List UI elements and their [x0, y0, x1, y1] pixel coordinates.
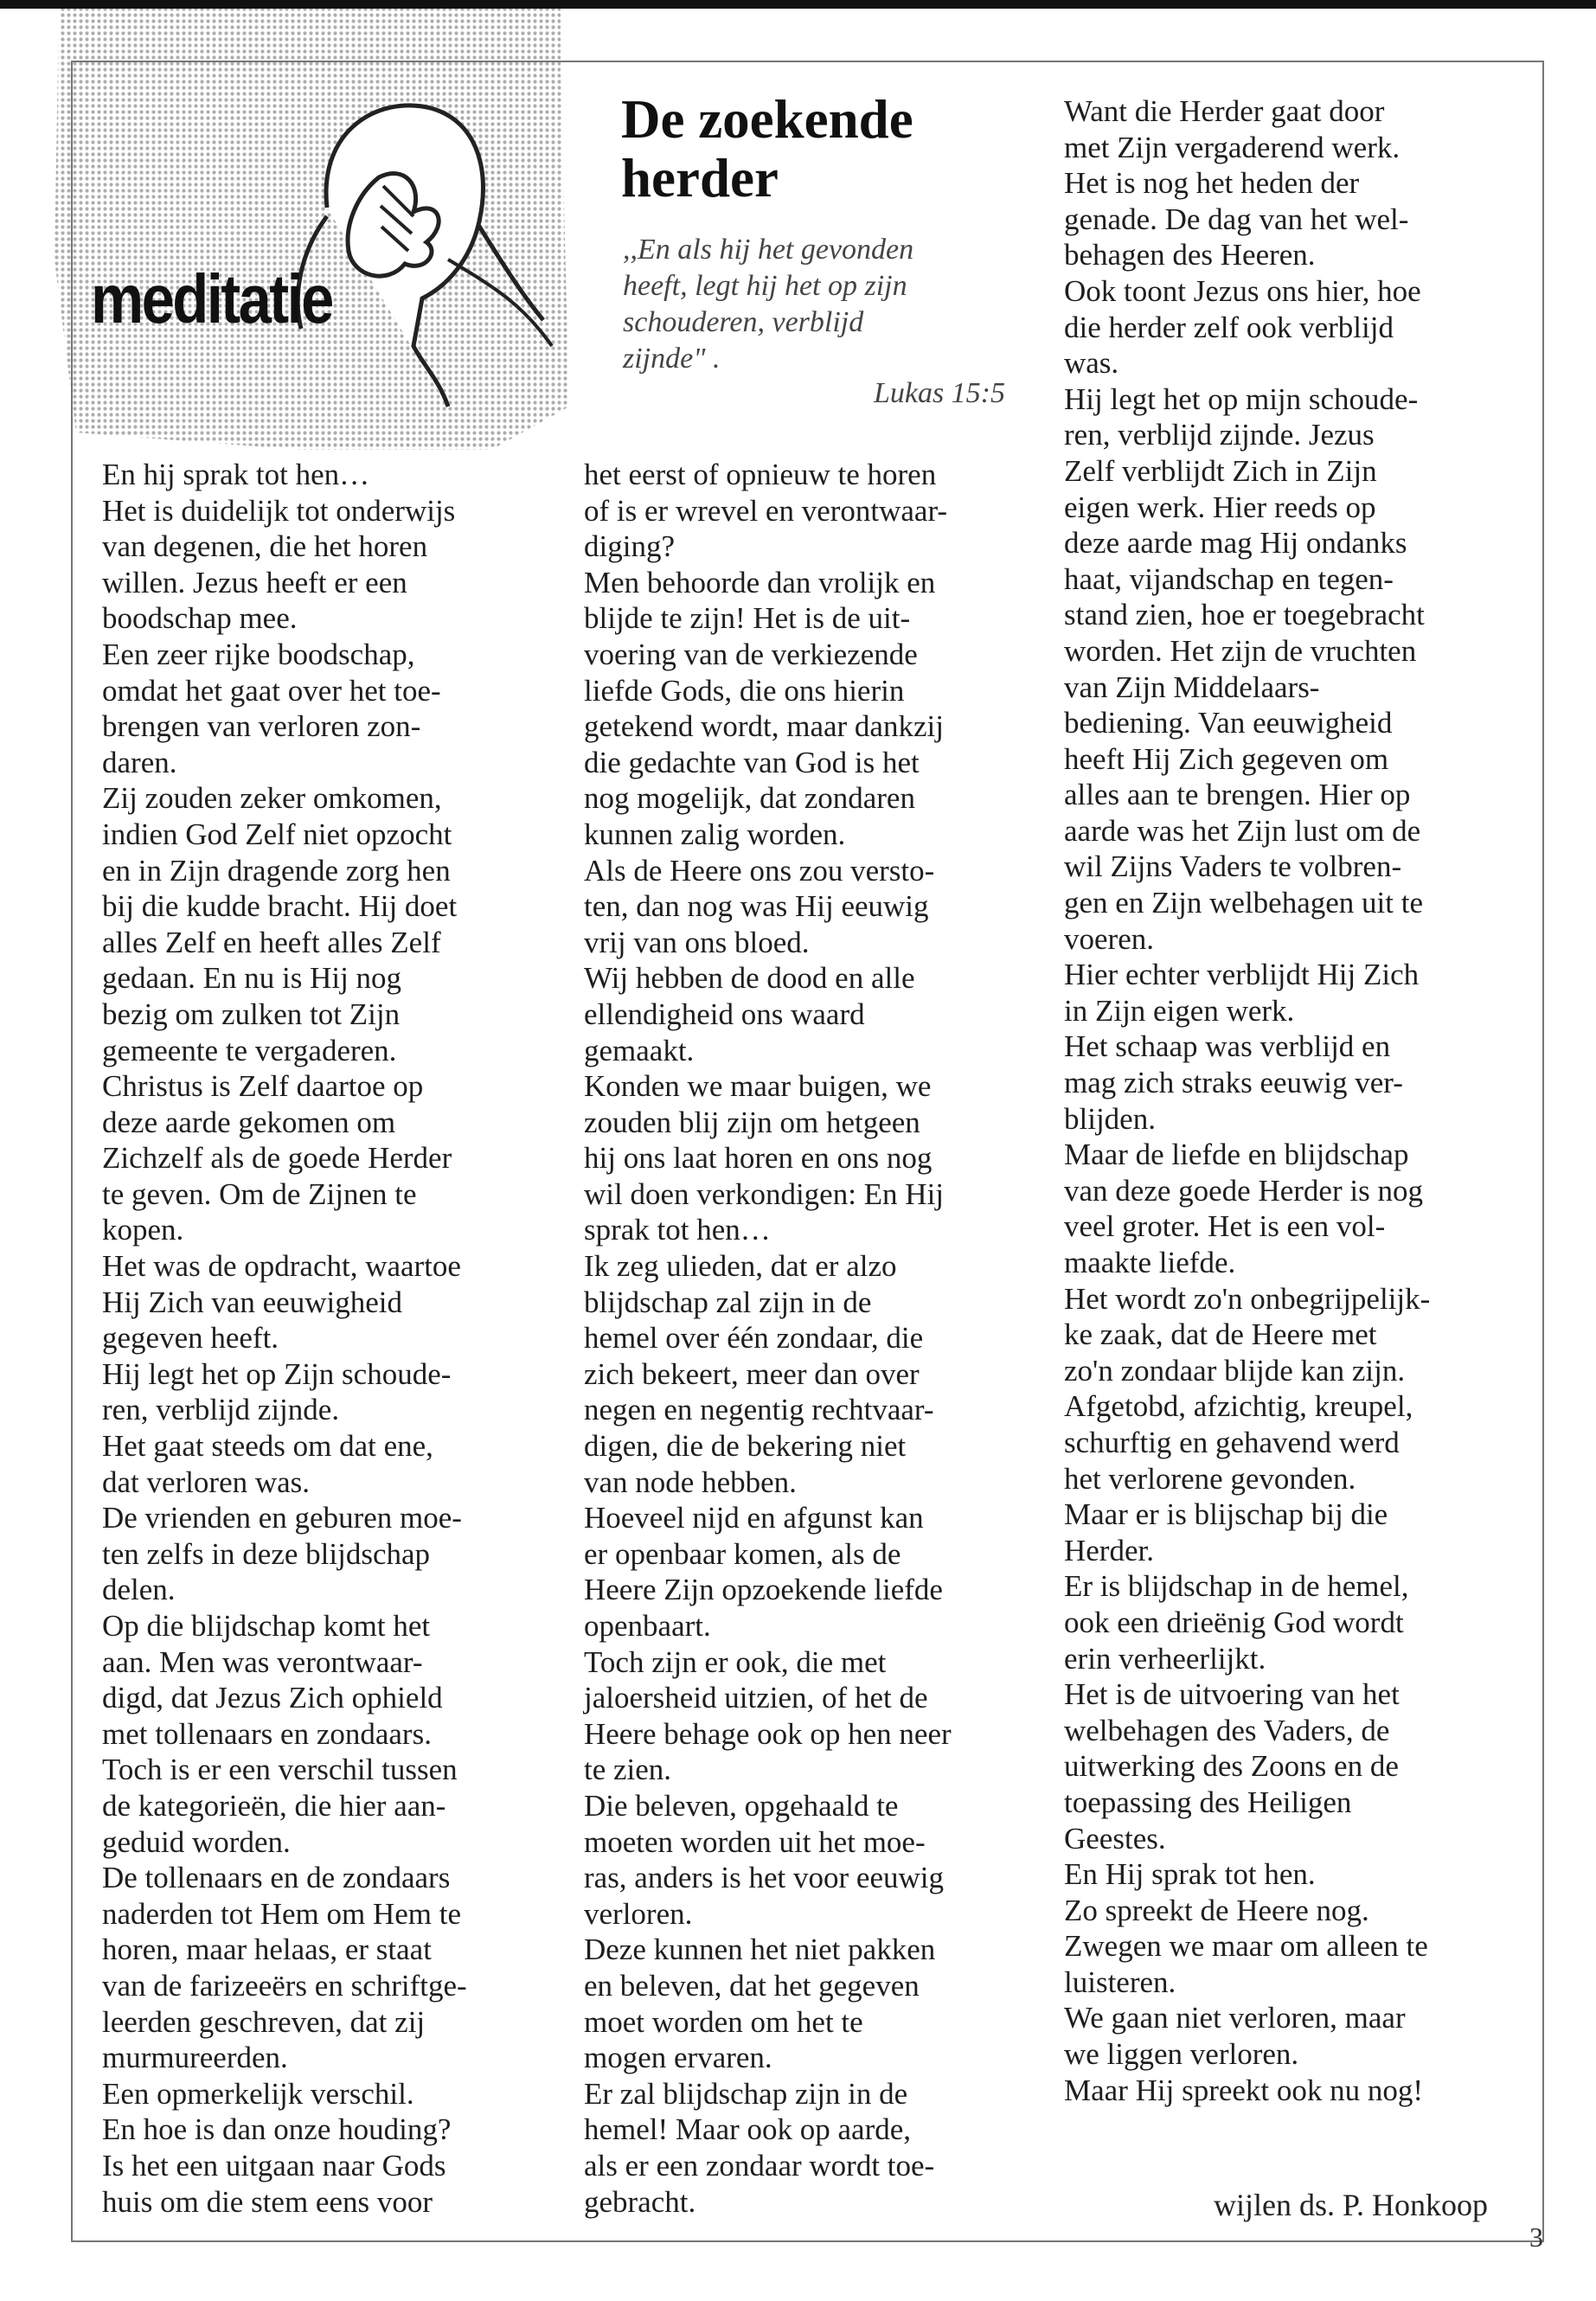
- text-line: bezig om zulken tot Zijn: [102, 997, 401, 1031]
- text-line: Deze kunnen het niet pakken: [584, 1932, 936, 1967]
- text-line: ten, dan nog was Hij eeuwig: [584, 889, 929, 924]
- text-line: Het was de opdracht, waartoe: [102, 1249, 461, 1284]
- text-line: het eerst of opnieuw te horen: [584, 458, 937, 491]
- text-line: jaloersheid uitzien, of het de: [584, 1681, 928, 1715]
- text-line: Heere behage ook op hen neer: [584, 1716, 952, 1751]
- text-line: ras, anders is het voor eeuwig: [584, 1861, 944, 1895]
- text-line: En Hij sprak tot hen.: [1064, 1857, 1316, 1892]
- text-line: Zo spreekt de Heere nog.: [1064, 1893, 1369, 1927]
- meditation-illustration: [42, 0, 612, 458]
- text-line: indien God Zelf niet opzocht: [102, 817, 452, 851]
- text-line: Hij legt het op mijn schoude-: [1064, 381, 1419, 416]
- text-line: ook een drieënig God wordt: [1064, 1605, 1404, 1639]
- title-line: De zoekende: [621, 89, 913, 150]
- text-line: Hoeveel nijd en afgunst kan: [584, 1501, 924, 1535]
- text-line: murmureerden.: [102, 2041, 288, 2075]
- text-line: naderden tot Hem om Hem te: [102, 1896, 462, 1931]
- text-line: moet worden om het te: [584, 2004, 863, 2039]
- text-line: Zichzelf als de goede Herder: [102, 1141, 452, 1176]
- text-line: deze aarde gekomen om: [102, 1105, 396, 1139]
- text-line: maakte liefde.: [1064, 1246, 1236, 1279]
- text-line: met Zijn vergaderend werk.: [1064, 130, 1401, 164]
- text-line: digd, dat Jezus Zich ophield: [102, 1681, 443, 1715]
- quote-line: ,,En als hij het gevonden: [623, 234, 914, 266]
- text-column-3: [1064, 93, 1514, 2108]
- text-line: uitwerking des Zoons en de: [1064, 1749, 1399, 1784]
- text-line: nog mogelijk, dat zondaren: [584, 781, 915, 816]
- quote-line: zijnde" .: [623, 343, 721, 375]
- text-line: heeft Hij Zich gegeven om: [1064, 741, 1389, 776]
- text-line: de kategorieën, die hier aan-: [102, 1788, 446, 1823]
- text-line: van node hebben.: [584, 1465, 797, 1499]
- text-line: delen.: [102, 1573, 176, 1607]
- text-line: in Zijn eigen werk.: [1064, 993, 1295, 1028]
- text-line: worden. Het zijn de vruchten: [1064, 633, 1417, 668]
- text-line: wil doen verkondigen: En Hij: [584, 1176, 945, 1211]
- text-line: met tollenaars en zondaars.: [102, 1716, 432, 1751]
- text-line: zouden blij zijn om hetgeen: [584, 1105, 920, 1139]
- text-line: Christus is Zelf daartoe op: [102, 1069, 424, 1104]
- quote-line: heeft, legt hij het op zijn: [623, 270, 907, 302]
- text-line: Het wordt zo'n onbegrijpelijk-: [1064, 1281, 1431, 1316]
- text-line: mag zich straks eeuwig ver-: [1064, 1066, 1403, 1100]
- text-line: deze aarde mag Hij ondanks: [1064, 526, 1407, 561]
- text-line: zich bekeert, meer dan over: [584, 1356, 920, 1391]
- text-line: aan. Men was verontwaar-: [102, 1644, 423, 1679]
- text-line: gemeente te vergaderen.: [102, 1033, 397, 1067]
- text-line: digen, die de bekering niet: [584, 1429, 907, 1464]
- text-line: Het is nog het heden der: [1064, 166, 1360, 201]
- text-line: was.: [1064, 346, 1119, 381]
- text-line: eigen werk. Hier reeds op: [1064, 490, 1376, 524]
- text-line: Het schaap was verblijd en: [1064, 1029, 1391, 1064]
- text-line: aarde was het Zijn lust om de: [1064, 813, 1421, 848]
- text-line: blijdschap zal zijn in de: [584, 1285, 872, 1319]
- text-line: we liggen verloren.: [1064, 2037, 1299, 2072]
- text-line: Het gaat steeds om dat ene,: [102, 1429, 433, 1464]
- text-line: zo'n zondaar blijde kan zijn.: [1064, 1353, 1406, 1388]
- text-line: Een zeer rijke boodschap,: [102, 637, 415, 671]
- article-title: [621, 90, 1036, 208]
- scripture-quote: [623, 232, 1003, 377]
- title-line: herder: [621, 148, 779, 208]
- text-line: Zij zouden zeker omkomen,: [102, 781, 442, 816]
- text-line: Zelf verblijdt Zich in Zijn: [1064, 453, 1377, 488]
- text-line: hemel! Maar ook op aarde,: [584, 2112, 912, 2147]
- text-line: gemaakt.: [584, 1033, 695, 1067]
- quote-line: schouderen, verblijd: [623, 306, 864, 338]
- text-line: te geven. Om de Zijnen te: [102, 1176, 417, 1211]
- text-line: ren, verblijd zijnde.: [102, 1393, 340, 1427]
- text-line: daren.: [102, 745, 177, 779]
- text-line: ten zelfs in deze blijdschap: [102, 1536, 431, 1571]
- text-line: Konden we maar buigen, we: [584, 1069, 932, 1104]
- text-line: boodschap mee.: [102, 601, 298, 636]
- text-line: die herder zelf ook verblijd: [1064, 310, 1394, 344]
- text-line: voeren.: [1064, 921, 1154, 956]
- text-line: Herder.: [1064, 1533, 1154, 1567]
- text-line: mogen ervaren.: [584, 2041, 772, 2075]
- scripture-reference: Lukas 15:5: [873, 377, 1005, 409]
- text-line: liefde Gods, die ons hierin: [584, 673, 905, 708]
- text-line: blijde te zijn! Het is de uit-: [584, 601, 911, 636]
- text-line: huis om die stem eens voor: [102, 2184, 433, 2219]
- text-line: van Zijn Middelaars-: [1064, 670, 1320, 704]
- text-line: negen en negentig rechtvaar-: [584, 1393, 934, 1427]
- text-line: openbaart.: [584, 1609, 711, 1643]
- text-line: Als de Heere ons zou versto-: [584, 853, 935, 888]
- text-line: het verlorene gevonden.: [1064, 1461, 1356, 1496]
- text-line: alles aan te brengen. Hier op: [1064, 778, 1411, 812]
- text-line: Maar er is blijschap bij die: [1064, 1497, 1388, 1532]
- text-line: Is het een uitgaan naar Gods: [102, 2148, 446, 2182]
- text-line: te zien.: [584, 1753, 672, 1787]
- text-line: Hier echter verblijdt Hij Zich: [1064, 958, 1420, 992]
- text-line: De tollenaars en de zondaars: [102, 1861, 451, 1895]
- text-line: vrij van ons bloed.: [584, 925, 810, 959]
- text-line: als er een zondaar wordt toe-: [584, 2148, 935, 2182]
- section-kicker: meditatie: [91, 260, 332, 337]
- text-line: welbehagen des Vaders, de: [1064, 1713, 1390, 1747]
- text-line: blijden.: [1064, 1101, 1156, 1136]
- text-line: Wij hebben de dood en alle: [584, 961, 915, 996]
- text-line: Men behoorde dan vrolijk en: [584, 565, 936, 599]
- text-line: wil Zijns Vaders te volbren-: [1064, 849, 1402, 884]
- text-line: Een opmerkelijk verschil.: [102, 2076, 414, 2111]
- text-line: ellendigheid ons waard: [584, 997, 865, 1031]
- text-line: Maar de liefde en blijdschap: [1064, 1138, 1409, 1172]
- text-line: ke zaak, dat de Heere met: [1064, 1317, 1377, 1352]
- text-line: van de farizeeërs en schriftge-: [102, 1968, 467, 2003]
- text-line: erin verheerlijkt.: [1064, 1641, 1266, 1676]
- text-line: Heere Zijn opzoekende liefde: [584, 1573, 943, 1607]
- text-line: omdat het gaat over het toe-: [102, 673, 441, 708]
- text-line: brengen van verloren zon-: [102, 709, 421, 744]
- text-line: Toch zijn er ook, die met: [584, 1644, 887, 1679]
- text-line: sprak tot hen…: [584, 1213, 771, 1247]
- text-line: getekend wordt, maar dankzij: [584, 709, 944, 744]
- text-line: Maar Hij spreekt ook nu nog!: [1064, 2073, 1424, 2107]
- text-line: Op die blijdschap komt het: [102, 1609, 431, 1643]
- text-line: gen en Zijn welbehagen uit te: [1064, 886, 1423, 920]
- text-column-1: [102, 457, 535, 2220]
- text-line: van degenen, die het horen: [102, 529, 428, 564]
- text-column-2: [584, 457, 1016, 2220]
- text-line: En hij sprak tot hen…: [102, 458, 370, 491]
- text-line: die gedachte van God is het: [584, 745, 920, 779]
- text-line: Hij legt het op Zijn schoude-: [102, 1356, 452, 1391]
- text-line: Het is duidelijk tot onderwijs: [102, 493, 456, 528]
- author-signature: wijlen ds. P. Honkoop: [1213, 2188, 1488, 2222]
- text-line: hemel over één zondaar, die: [584, 1321, 924, 1356]
- text-line: en in Zijn dragende zorg hen: [102, 853, 451, 888]
- text-line: haat, vijandschap en tegen-: [1064, 561, 1394, 596]
- text-line: Toch is er een verschil tussen: [102, 1753, 458, 1787]
- text-line: van deze goede Herder is nog: [1064, 1173, 1423, 1208]
- text-line: luisteren.: [1064, 1965, 1176, 1999]
- page-number: 3: [1529, 2221, 1543, 2253]
- text-line: voering van de verkiezende: [584, 637, 918, 671]
- halftone-screen: [54, 9, 569, 450]
- text-line: hij ons laat horen en ons nog: [584, 1141, 933, 1176]
- text-line: Er is blijdschap in de hemel,: [1064, 1569, 1409, 1604]
- text-line: er openbaar komen, als de: [584, 1536, 901, 1571]
- text-line: kopen.: [102, 1213, 184, 1247]
- text-line: ren, verblijd zijnde. Jezus: [1064, 418, 1375, 452]
- text-line: genade. De dag van het wel-: [1064, 202, 1409, 236]
- text-line: diging?: [584, 529, 675, 564]
- text-line: Het is de uitvoering van het: [1064, 1677, 1400, 1712]
- text-line: schurftig en gehavend werd: [1064, 1425, 1400, 1459]
- text-line: verloren.: [584, 1896, 693, 1931]
- text-line: alles Zelf en heeft alles Zelf: [102, 925, 441, 959]
- text-line: willen. Jezus heeft er een: [102, 565, 407, 599]
- text-line: moeten worden uit het moe-: [584, 1824, 926, 1859]
- text-line: bij die kudde bracht. Hij doet: [102, 889, 458, 924]
- text-line: We gaan niet verloren, maar: [1064, 2001, 1406, 2035]
- text-line: geduid worden.: [102, 1824, 291, 1859]
- text-line: Die beleven, opgehaald te: [584, 1788, 899, 1823]
- text-line: of is er wrevel en verontwaar-: [584, 493, 948, 528]
- text-line: Er zal blijdschap zijn in de: [584, 2076, 908, 2111]
- text-line: bediening. Van eeuwigheid: [1064, 706, 1393, 740]
- text-line: toepassing des Heiligen: [1064, 1785, 1352, 1819]
- text-line: Hij Zich van eeuwigheid: [102, 1285, 402, 1319]
- text-line: behagen des Heeren.: [1064, 238, 1316, 272]
- text-line: leerden geschreven, dat zij: [102, 2004, 426, 2039]
- text-line: En hoe is dan onze houding?: [102, 2112, 452, 2147]
- text-line: stand zien, hoe er toegebracht: [1064, 598, 1425, 632]
- text-line: gegeven heeft.: [102, 1321, 279, 1356]
- text-line: kunnen zalig worden.: [584, 817, 846, 851]
- text-line: Ook toont Jezus ons hier, hoe: [1064, 273, 1421, 308]
- text-line: Ik zeg ulieden, dat er alzo: [584, 1249, 897, 1284]
- text-line: en beleven, dat het gegeven: [584, 1968, 920, 2003]
- text-line: Geestes.: [1064, 1821, 1166, 1856]
- text-line: Afgetobd, afzichtig, kreupel,: [1064, 1389, 1413, 1424]
- text-line: dat verloren was.: [102, 1465, 311, 1499]
- text-line: horen, maar helaas, er staat: [102, 1932, 432, 1967]
- text-line: gebracht.: [584, 2184, 696, 2219]
- text-line: De vrienden en geburen moe-: [102, 1501, 462, 1535]
- text-line: veel groter. Het is een vol-: [1064, 1209, 1386, 1244]
- text-line: gedaan. En nu is Hij nog: [102, 961, 402, 996]
- text-line: Want die Herder gaat door: [1064, 94, 1385, 128]
- text-line: Zwegen we maar om alleen te: [1064, 1929, 1428, 1964]
